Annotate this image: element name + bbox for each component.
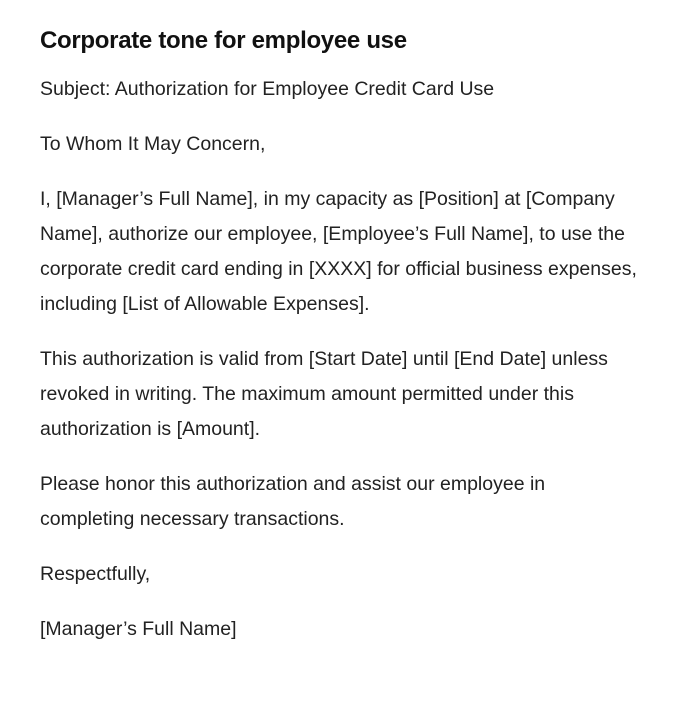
letter-closing: Respectfully, (40, 563, 151, 585)
letter-subject: Subject: Authorization for Employee Credit Card Use (40, 78, 495, 100)
letter-signature: [Manager’s Full Name] (40, 618, 237, 640)
letter-salutation: To Whom It May Concern, (40, 133, 266, 155)
letter-paragraph-validity: This authorization is valid from [Start Date] until [End Date] unless revoked in writing. The maximum amount permitted under this authorization is [Amount]. (40, 348, 608, 440)
letter-paragraph-authorization: I, [Manager’s Full Name], in my capacity as [Position] at [Company Name], authorize our employee, [Employee’s Full Name], to use the corporate credit card ending in [XXXX] for official business expenses, including [List of Allowable Expenses]. (40, 188, 637, 315)
document-title: Corporate tone for employee use (40, 27, 407, 54)
letter-paragraph-request: Please honor this authorization and assist our employee in completing necessary transactions. (40, 473, 546, 530)
